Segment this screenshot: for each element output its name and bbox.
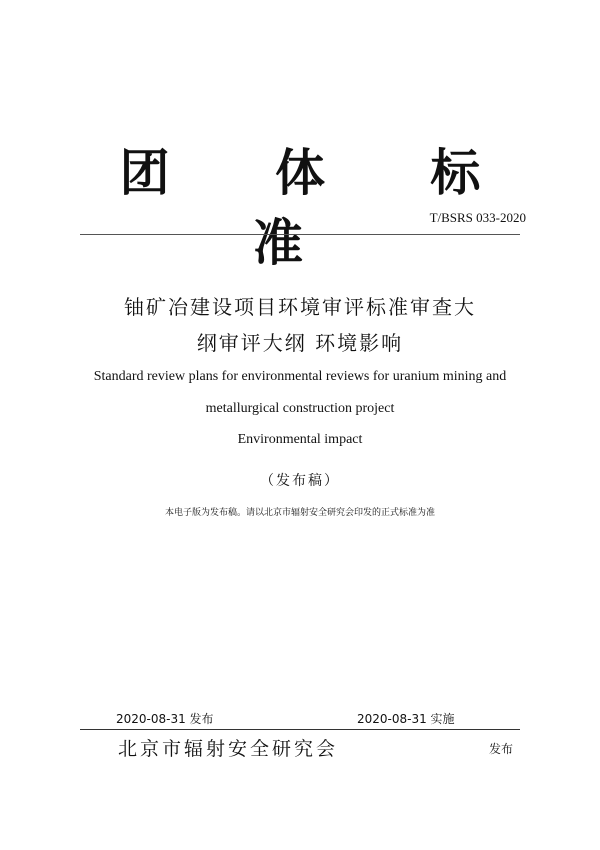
publish-date: 2020-08-31 发布: [116, 712, 214, 726]
english-title-line-2: metallurgical construction project: [205, 401, 395, 416]
issued-label: 发布: [489, 742, 514, 756]
document-type-heading: 团 体 标 准: [119, 144, 525, 272]
issuing-organization: 北京市辐射安全研究会: [118, 738, 339, 760]
draft-status: （发布稿）: [260, 473, 340, 489]
top-divider: [80, 234, 520, 235]
draft-note: 本电子版为发布稿。请以北京市辐射安全研究会印发的正式标准为准: [164, 508, 435, 518]
implement-date: 2020-08-31 实施: [357, 712, 455, 726]
standard-number: T/BSRS 033-2020: [429, 210, 526, 225]
bottom-divider: [80, 729, 520, 730]
chinese-title-line-1: 铀矿冶建设项目环境审评标准审查大: [124, 295, 476, 319]
chinese-title-line-2: 纲审评大纲 环境影响: [196, 331, 404, 355]
english-title-line-3: Environmental impact: [237, 432, 363, 447]
english-title-line-1: Standard review plans for environmental reviews for uranium mining and: [93, 369, 507, 384]
